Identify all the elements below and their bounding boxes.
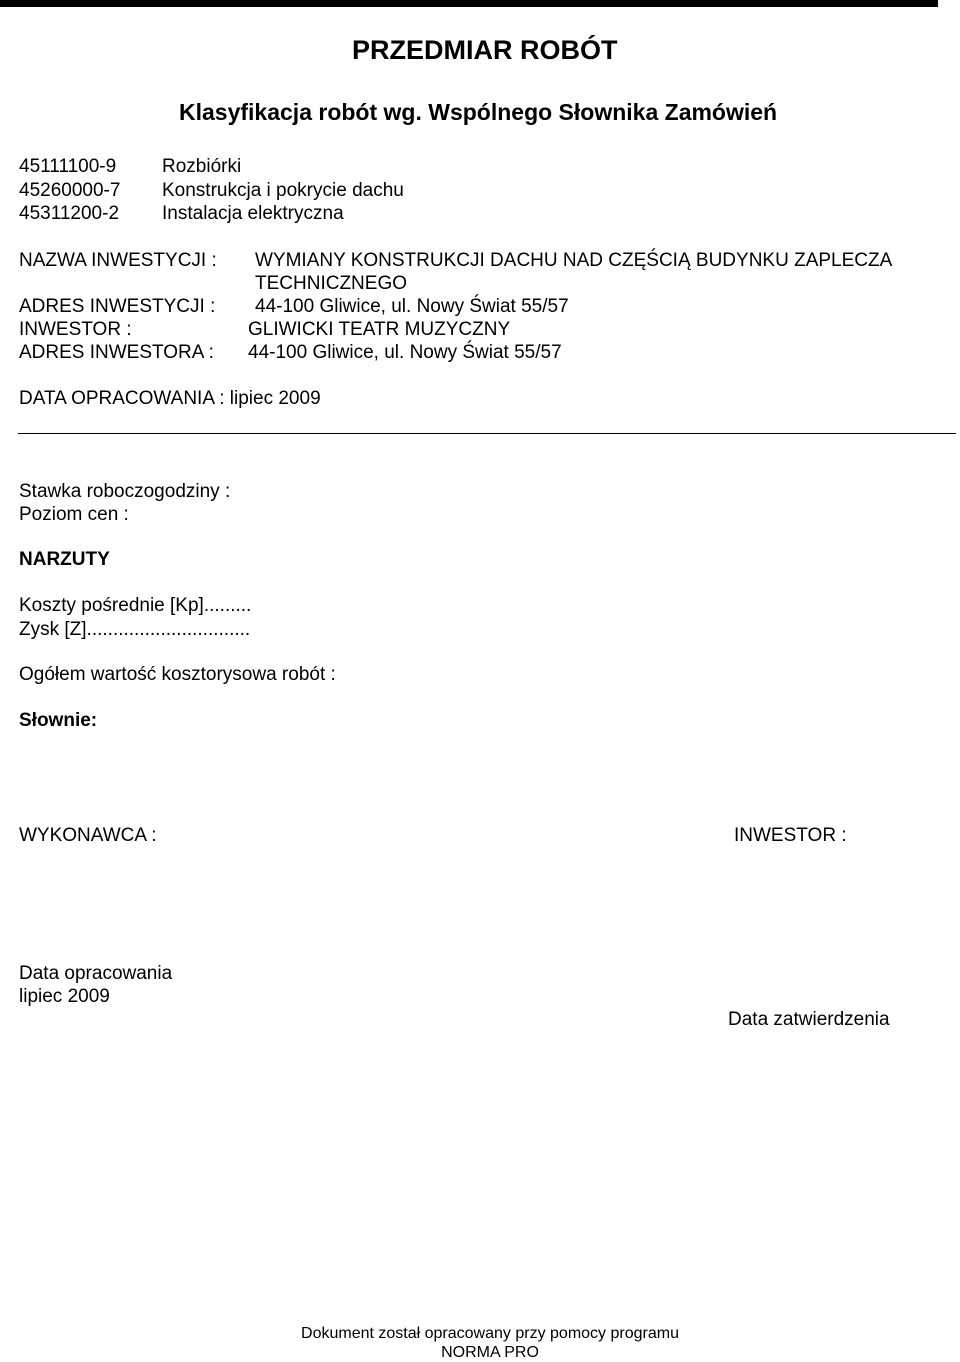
investment-name-value-cont: TECHNICZNEGO [255,273,407,294]
investment-name-label: NAZWA INWESTYCJI : [19,250,217,271]
preparation-date: DATA OPRACOWANIA : lipiec 2009 [19,388,321,409]
investment-address-value: 44-100 Gliwice, ul. Nowy Świat 55/57 [255,296,569,317]
footer-note [300,1324,680,1362]
in-words-label: Słownie: [19,710,98,731]
markups-heading: NARZUTY [19,549,110,570]
investor-value: GLIWICKI TEATR MUZYCZNY [248,319,511,340]
profit-line: Zysk [Z]............................... [19,619,251,640]
total-value-label: Ogółem wartość kosztorysowa robót : [19,664,336,685]
footer-line-1: Dokument został opracowany przy pomocy programu [301,1325,679,1342]
hourly-rate-label: Stawka roboczogodziny : [19,481,231,502]
document-subtitle: Klasyfikacja robót wg. Wspólnego Słownika Zamówień [179,99,778,125]
cpv-name-1: Rozbiórki [162,156,242,177]
prepared-date-label: Data opracowania [19,963,173,984]
contractor-label: WYKONAWCA : [19,825,157,846]
investor-signature-label: INWESTOR : [734,825,847,846]
document-title: PRZEDMIAR ROBÓT [352,35,618,65]
investor-address-label: ADRES INWESTORA : [19,342,214,363]
investment-address-label: ADRES INWESTYCJI : [19,296,216,317]
prepared-date-value: lipiec 2009 [19,986,110,1007]
cpv-name-3: Instalacja elektryczna [162,203,344,224]
price-level-label: Poziom cen : [19,504,129,525]
investor-address-value: 44-100 Gliwice, ul. Nowy Świat 55/57 [248,342,562,363]
investment-name-value: WYMIANY KONSTRUKCJI DACHU NAD CZĘŚCIĄ BUDYNKU ZAPLECZA [255,250,893,271]
cpv-code-2: 45260000-7 [19,180,121,201]
cpv-code-1: 45111100-9 [19,156,117,177]
cpv-name-2: Konstrukcja i pokrycie dachu [162,180,404,201]
indirect-costs-line: Koszty pośrednie [Kp]......... [19,595,252,616]
investor-label: INWESTOR : [19,319,132,340]
footer-line-2: NORMA PRO [441,1344,539,1361]
top-border-bar [0,0,938,7]
approval-date-label: Data zatwierdzenia [728,1009,890,1030]
cpv-code-3: 45311200-2 [19,203,120,224]
section-divider [18,433,956,434]
